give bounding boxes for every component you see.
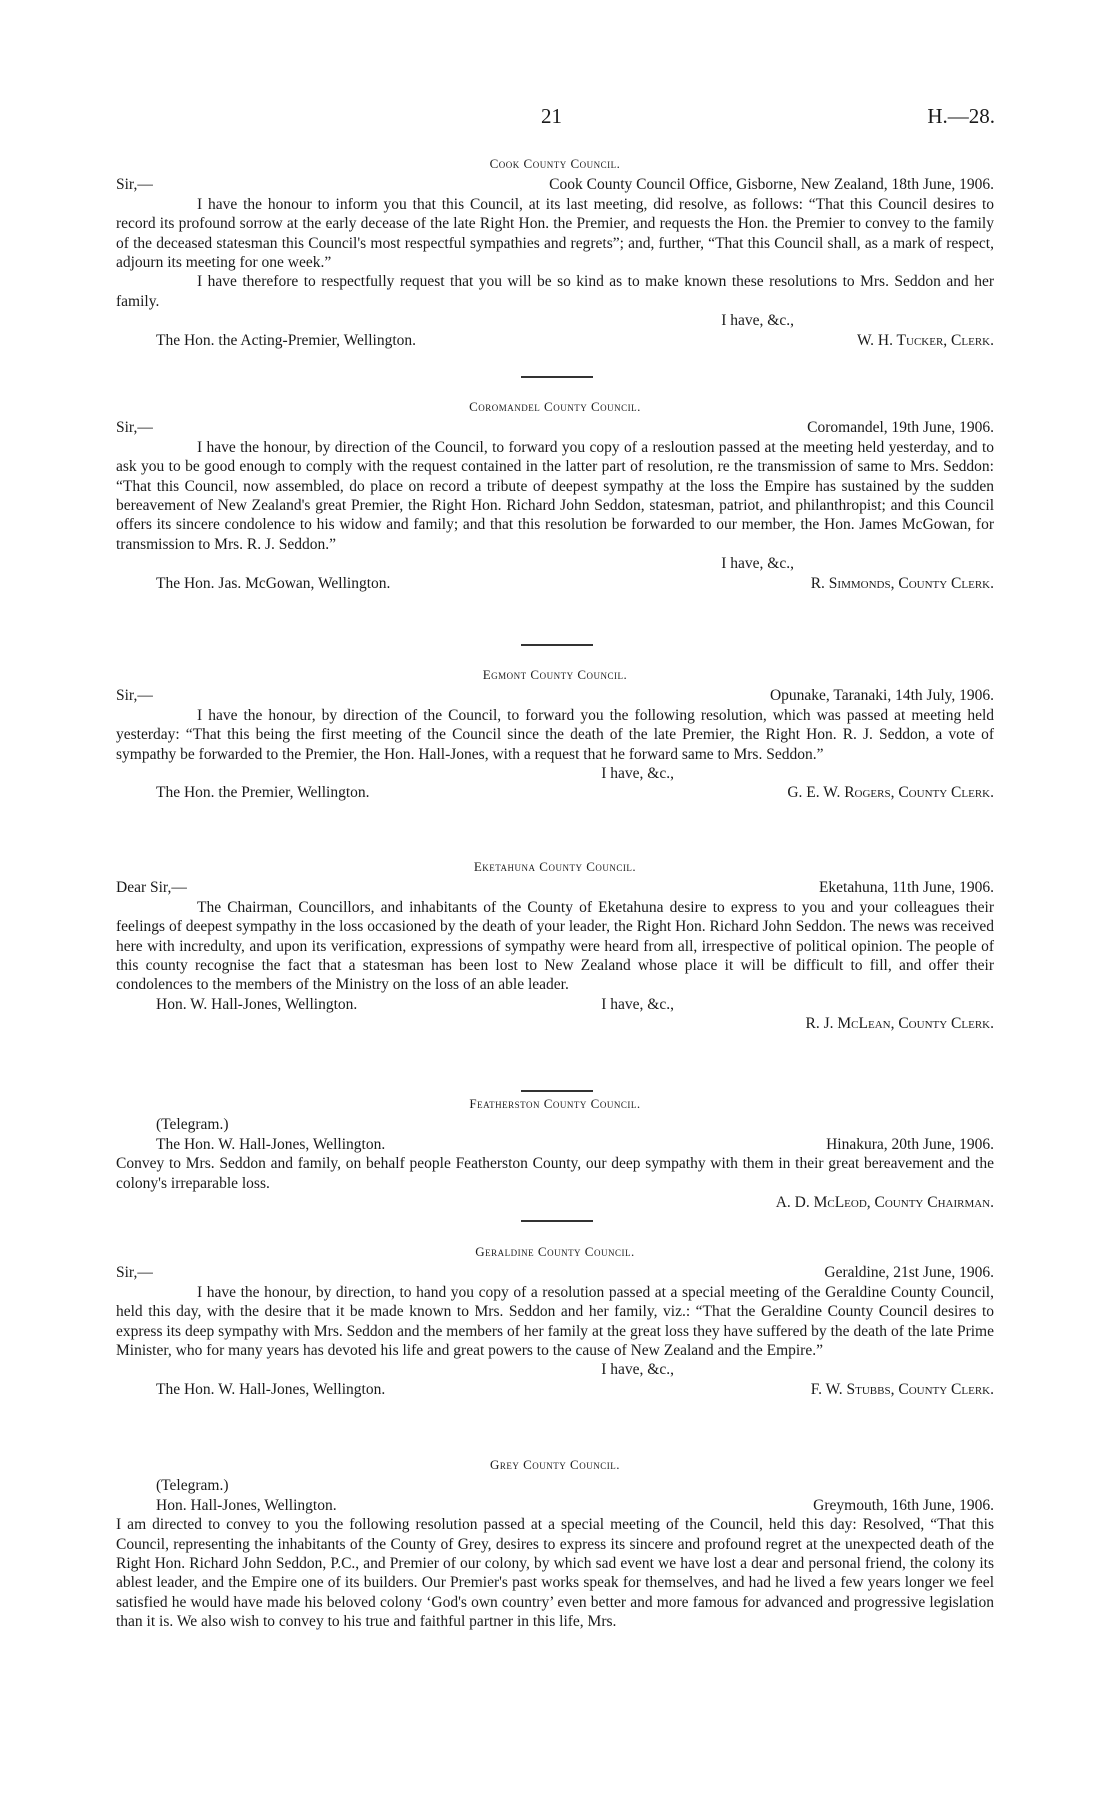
address-date: Eketahuna, 11th June, 1906.: [818, 879, 994, 897]
section-egmont: [116, 665, 994, 803]
section-title: Geraldine County Council.: [475, 1244, 635, 1259]
section-featherston: [116, 1094, 994, 1212]
address-date: Cook County Council Office, Gisborne, New Zealand, 18th June, 1906.: [549, 176, 994, 194]
closing: I have, &c.,: [601, 995, 674, 1013]
letter-paragraph: The Chairman, Councillors, and inhabitants of the County of Eketahuna desire to express to you and your colleagues their feelings of deepest sympathy in the loss occasioned by the death of your leader, the Right Hon. Richard John Seddon. The news was received here with incredulty, and upon its verification, expressions of sympathy were heard from all, irrespective of political opinion. The people of this county recognise the fact that a statesman has been lost to New Zealand whose place it will be difficult to fill, and offer their condolences to the members of the Ministry on the loss of an able leader.: [116, 898, 994, 994]
section-grey: [116, 1455, 994, 1632]
section-divider: [521, 644, 593, 646]
signatory: A. D. McLeod, County Chairman.: [775, 1194, 994, 1211]
addressee: Hon. Hall-Jones, Wellington.: [156, 1496, 337, 1514]
closing: I have, &c.,: [721, 312, 794, 330]
address-date: Coromandel, 19th June, 1906.: [807, 419, 994, 437]
closing: I have, &c.,: [601, 765, 674, 783]
addressee: Hon. W. Hall-Jones, Wellington.: [156, 995, 358, 1013]
letter-paragraph: I have the honour, by direction of the Council, to forward you the following resolution, which was passed at meeting held yesterday: “That this being the first meeting of the Council since the death of the late Premier, the Right Hon. R. J. Seddon, a vote of sympathy be forwarded to the Premier, the Hon. Hall-Jones, with a request that he forward same to Mrs. Seddon.”: [116, 706, 994, 763]
addressee: The Hon. the Premier, Wellington.: [156, 784, 370, 802]
addressee: The Hon. W. Hall-Jones, Wellington.: [156, 1135, 386, 1153]
section-title: Cook County Council.: [489, 156, 621, 171]
signatory: G. E. W. Rogers, County Clerk.: [787, 784, 994, 802]
address-date: Opunake, Taranaki, 14th July, 1906.: [769, 687, 994, 705]
section-title: Eketahuna County Council.: [473, 859, 637, 874]
letter-paragraph: I have the honour, by direction of the Council, to forward you copy of a resloution passed at the meeting held yesterday, and to ask you to be good enough to comply with the request contained in the latter part of resolution, re the transmission of same to Mrs. Seddon: “That this Council, now assembled, do place on record a tribute of deepest sympathy at the loss the Empire has sustained by the sudden bereavement of New Zealand's great Premier, the Right Hon. Richard John Seddon, statesman, patriot, and philanthropist; and this Council offers its sincere condolence to his widow and family; and that this resolution be forwarded to our member, the Hon. James McGowan, for transmission to Mrs. R. J. Seddon.”: [116, 438, 994, 553]
salutation: Sir,—: [116, 176, 153, 194]
salutation: Dear Sir,—: [116, 879, 187, 897]
closing: I have, &c.,: [601, 1361, 674, 1379]
closing: I have, &c.,: [721, 555, 794, 573]
addressee: The Hon. W. Hall-Jones, Wellington.: [156, 1380, 386, 1398]
section-title: Egmont County Council.: [482, 667, 628, 682]
addressee: The Hon. the Acting-Premier, Wellington.: [156, 331, 417, 349]
signatory: R. Simmonds, County Clerk.: [810, 574, 994, 592]
telegram-body: I am directed to convey to you the following resolution passed at a special meeting of the Council, held this day: Resolved, “That this Council, representing the inhabitants of the County of Grey, desires to express its sincere and profound regret at the unexpected death of the Right Hon. Richard John Seddon, P.C., and Premier of our colony, by which sad event we have lost a dear and personal friend, the colony its ablest leader, and the Empire one of its builders. Our Premier's past works speak for themselves, and had he lived a few years longer we feel satisfied he would have made his beloved colony ‘God's own country’ even better and more famous for advanced and progressive legislation than it is. We also wish to convey to his true and faithful partner in this life, Mrs.: [116, 1516, 994, 1631]
addressee: The Hon. Jas. McGowan, Wellington.: [156, 574, 391, 592]
paper-reference: H.—28.: [927, 104, 995, 128]
section-eketahuna: [116, 857, 994, 1034]
signatory: F. W. Stubbs, County Clerk.: [810, 1380, 994, 1398]
signatory: R. J. McLean, County Clerk.: [805, 1015, 994, 1033]
section-title: Featherston County Council.: [469, 1096, 641, 1111]
telegram-label: (Telegram.): [156, 1477, 229, 1495]
section-divider: [521, 1090, 593, 1092]
letter-paragraph: I have the honour to inform you that this Council, at its last meeting, did resolve, as follows: “That this Council desires to record its profound sorrow at the early decease of the late Right Hon. the Premier, and requests the Hon. the Premier to convey to the family of the deceased statesman this Council's most respectful sympathies and regrets”; and, further, “That this Council shall, as a mark of respect, adjourn its meeting for one week.”: [116, 195, 994, 272]
letter-paragraph: I have the honour, by direction, to hand you copy of a resolution passed at a special meeting of the Geraldine County Council, held this day, with the desire that it be made known to Mrs. Seddon and her family, viz.: “That the Geraldine County Council desires to express its deep sympathy with Mrs. Seddon and the members of her family at the great loss they have suffered by the death of the late Prime Minister, who for many years has devoted his life and great powers to the cause of New Zealand and the Empire.”: [116, 1283, 994, 1360]
section-cook: [116, 154, 994, 350]
signatory: W. H. Tucker, Clerk.: [856, 331, 994, 349]
section-divider: [521, 376, 593, 378]
telegram-body: Convey to Mrs. Seddon and family, on behalf people Featherston County, our deep sympathy with them in their great bereavement and the colony's irreparable loss.: [116, 1155, 994, 1192]
page-number: 21: [541, 104, 562, 128]
section-coromandel: [116, 397, 994, 593]
address-date: Geraldine, 21st June, 1906.: [824, 1264, 994, 1282]
salutation: Sir,—: [116, 1264, 153, 1282]
section-geraldine: [116, 1242, 994, 1399]
address-date: Greymouth, 16th June, 1906.: [813, 1496, 994, 1514]
section-divider: [521, 1220, 593, 1222]
letter-paragraph: I have therefore to respectfully request that you will be so kind as to make known these resolutions to Mrs. Seddon and her family.: [116, 273, 994, 310]
section-title: Grey County Council.: [490, 1457, 620, 1472]
salutation: Sir,—: [116, 687, 153, 705]
salutation: Sir,—: [116, 419, 153, 437]
address-date: Hinakura, 20th June, 1906.: [826, 1135, 994, 1153]
section-title: Coromandel County Council.: [469, 399, 641, 414]
telegram-label: (Telegram.): [156, 1116, 229, 1134]
